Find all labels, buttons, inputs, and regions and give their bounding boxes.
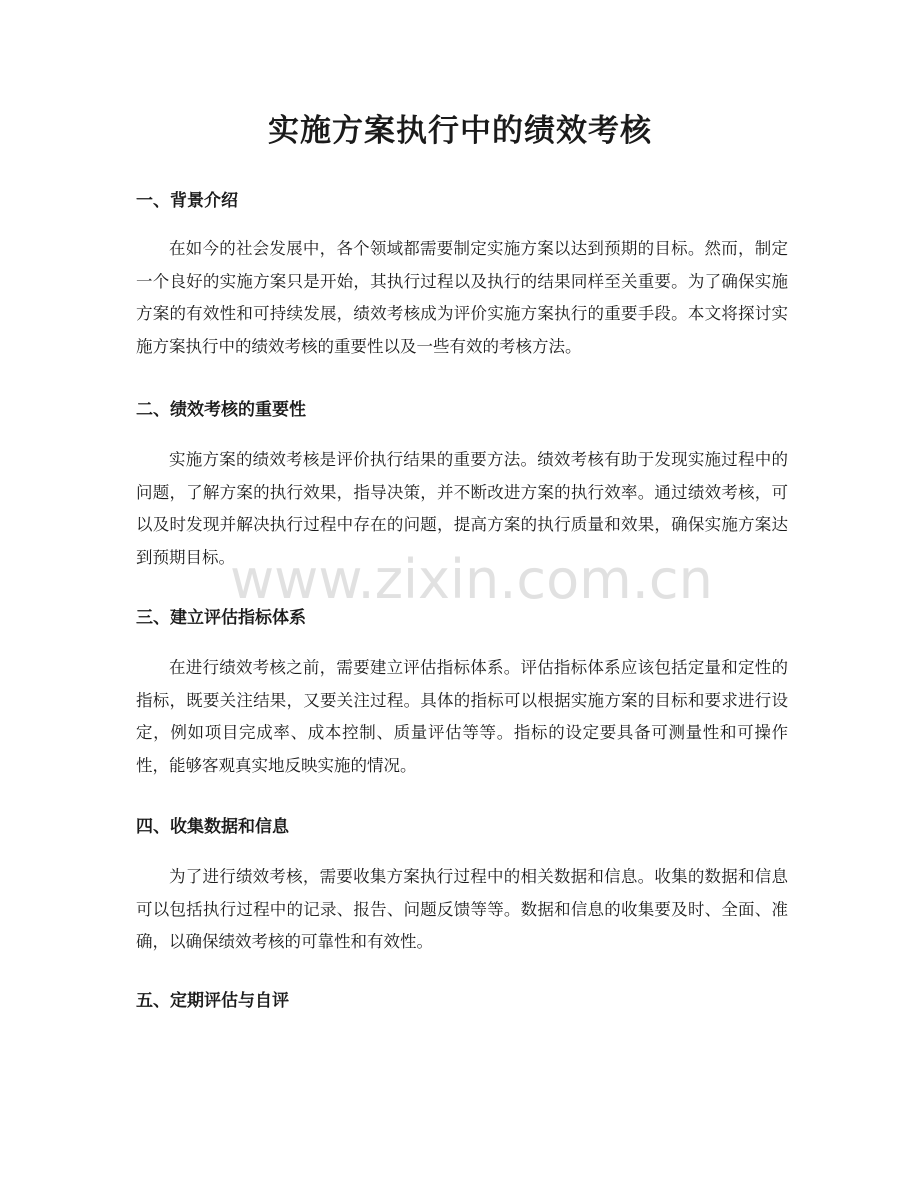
section-body-importance: 实施方案的绩效考核是评价执行结果的重要方法。绩效考核有助于发现实施过程中的问题，了解方案的执行效果，指导决策，并不断改进方案的执行效率。通过绩效考核，可以及时发现并解决执行过程中存在的问题，提高方案的执行质量和效果，确保实施方案达到预期目标。 bbox=[136, 450, 788, 567]
section-heading-data-collection: 四、收集数据和信息 bbox=[136, 817, 289, 837]
section-heading-background: 一、背景介绍 bbox=[136, 191, 238, 211]
section-heading-importance: 二、绩效考核的重要性 bbox=[136, 400, 306, 420]
section-body-data-collection: 为了进行绩效考核，需要收集方案执行过程中的相关数据和信息。收集的数据和信息可以包括执行过程中的记录、报告、问题反馈等等。数据和信息的收集要及时、全面、准确，以确保绩效考核的可靠性和有效性。 bbox=[136, 867, 788, 951]
section-heading-indicator-system: 三、建立评估指标体系 bbox=[136, 608, 306, 628]
section-heading-periodic-evaluation: 五、定期评估与自评 bbox=[136, 991, 289, 1011]
section-body-background: 在如今的社会发展中，各个领域都需要制定实施方案以达到预期的目标。然而，制定一个良好的实施方案只是开始，其执行过程以及执行的结果同样至关重要。为了确保实施方案的有效性和可持续发展，绩效考核成为评价实施方案执行的重要手段。本文将探讨实施方案执行中的绩效考核的重要性以及一些有效的考核方法。 bbox=[136, 239, 788, 356]
section-body-indicator-system: 在进行绩效考核之前，需要建立评估指标体系。评估指标体系应该包括定量和定性的指标，既要关注结果，又要关注过程。具体的指标可以根据实施方案的目标和要求进行设定，例如项目完成率、成本控制、质量评估等等。指标的设定要具备可测量性和可操作性，能够客观真实地反映实施的情况。 bbox=[136, 658, 788, 775]
watermark: www.zixin.com.cn bbox=[230, 548, 713, 611]
document-title: 实施方案执行中的绩效考核 bbox=[268, 113, 652, 149]
